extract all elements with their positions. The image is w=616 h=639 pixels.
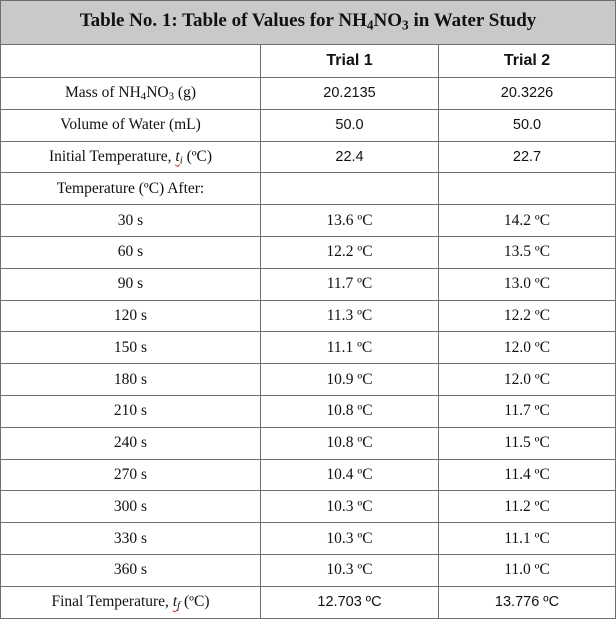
trial-1-cell: 12.2 ºC (261, 236, 439, 268)
mass-trial-1: 20.2135 (261, 78, 439, 110)
time-cell: 30 s (1, 205, 261, 237)
time-cell: 360 s (1, 554, 261, 586)
trial-1-cell: 10.9 ºC (261, 364, 439, 396)
header-blank (1, 45, 261, 78)
final-temp-label: Final Temperature, $t_f$ (ºC) (1, 586, 261, 618)
time-cell: 300 s (1, 491, 261, 523)
trial-1-cell: 10.3 ºC (261, 554, 439, 586)
table-row (1, 459, 616, 491)
volume-trial-2: 50.0 (439, 109, 616, 141)
trial-2-cell: 13.0 ºC (439, 268, 616, 300)
time-cell: 120 s (1, 300, 261, 332)
table-row (1, 332, 616, 364)
final-temp-row (1, 586, 616, 618)
initial-temp-row (1, 141, 616, 173)
table-row (1, 364, 616, 396)
table-row (1, 427, 616, 459)
table-row (1, 554, 616, 586)
temp-after-row (1, 173, 616, 205)
trial-2-cell: 11.1 ºC (439, 523, 616, 555)
trial-1-cell: 11.1 ºC (261, 332, 439, 364)
temp-after-blank-2 (439, 173, 616, 205)
mass-label: Mass of $NH_4NO_3$ (g) (1, 78, 261, 110)
header-trial-2: Trial 2 (439, 45, 616, 78)
trial-2-cell: 11.0 ºC (439, 554, 616, 586)
trial-2-cell: 13.5 ºC (439, 236, 616, 268)
time-cell: 330 s (1, 523, 261, 555)
trial-2-cell: 11.7 ºC (439, 395, 616, 427)
trial-1-cell: 11.7 ºC (261, 268, 439, 300)
temp-after-blank-1 (261, 173, 439, 205)
time-cell: 210 s (1, 395, 261, 427)
trial-2-cell: 12.2 ºC (439, 300, 616, 332)
trial-2-cell: 11.2 ºC (439, 491, 616, 523)
trial-1-cell: 10.8 ºC (261, 395, 439, 427)
time-cell: 270 s (1, 459, 261, 491)
header-trial-1: Trial 1 (261, 45, 439, 78)
table-row (1, 523, 616, 555)
time-cell: 150 s (1, 332, 261, 364)
table-row (1, 491, 616, 523)
header-row (1, 45, 616, 78)
trial-1-cell: 10.3 ºC (261, 491, 439, 523)
trial-1-cell: 10.8 ºC (261, 427, 439, 459)
table-row (1, 205, 616, 237)
trial-1-cell: 13.6 ºC (261, 205, 439, 237)
time-cell: 60 s (1, 236, 261, 268)
trial-1-cell: 10.3 ºC (261, 523, 439, 555)
table-row (1, 395, 616, 427)
volume-row (1, 109, 616, 141)
time-cell: 240 s (1, 427, 261, 459)
trial-1-cell: 10.4 ºC (261, 459, 439, 491)
trial-2-cell: 12.0 ºC (439, 364, 616, 396)
final-temp-trial-2: 13.776 ºC (439, 586, 616, 618)
mass-trial-2: 20.3226 (439, 78, 616, 110)
trial-1-cell: 11.3 ºC (261, 300, 439, 332)
final-temp-trial-1: 12.703 ºC (261, 586, 439, 618)
trial-2-cell: 14.2 ºC (439, 205, 616, 237)
volume-trial-1: 50.0 (261, 109, 439, 141)
initial-temp-trial-2: 22.7 (439, 141, 616, 173)
title-row (1, 1, 616, 45)
table-row (1, 236, 616, 268)
volume-label: Volume of Water (mL) (1, 109, 261, 141)
trial-2-cell: 12.0 ºC (439, 332, 616, 364)
mass-row (1, 78, 616, 110)
temp-after-label: Temperature (ºC) After: (1, 173, 261, 205)
table-title: Table No. 1: Table of Values for $NH_4NO_3$ in Water Study (1, 1, 616, 45)
time-rows (1, 205, 616, 587)
table-row (1, 300, 616, 332)
time-cell: 90 s (1, 268, 261, 300)
initial-temp-trial-1: 22.4 (261, 141, 439, 173)
trial-2-cell: 11.4 ºC (439, 459, 616, 491)
trial-2-cell: 11.5 ºC (439, 427, 616, 459)
table-row (1, 268, 616, 300)
time-cell: 180 s (1, 364, 261, 396)
initial-temp-label: Initial Temperature, $t_i$ (ºC) (1, 141, 261, 173)
